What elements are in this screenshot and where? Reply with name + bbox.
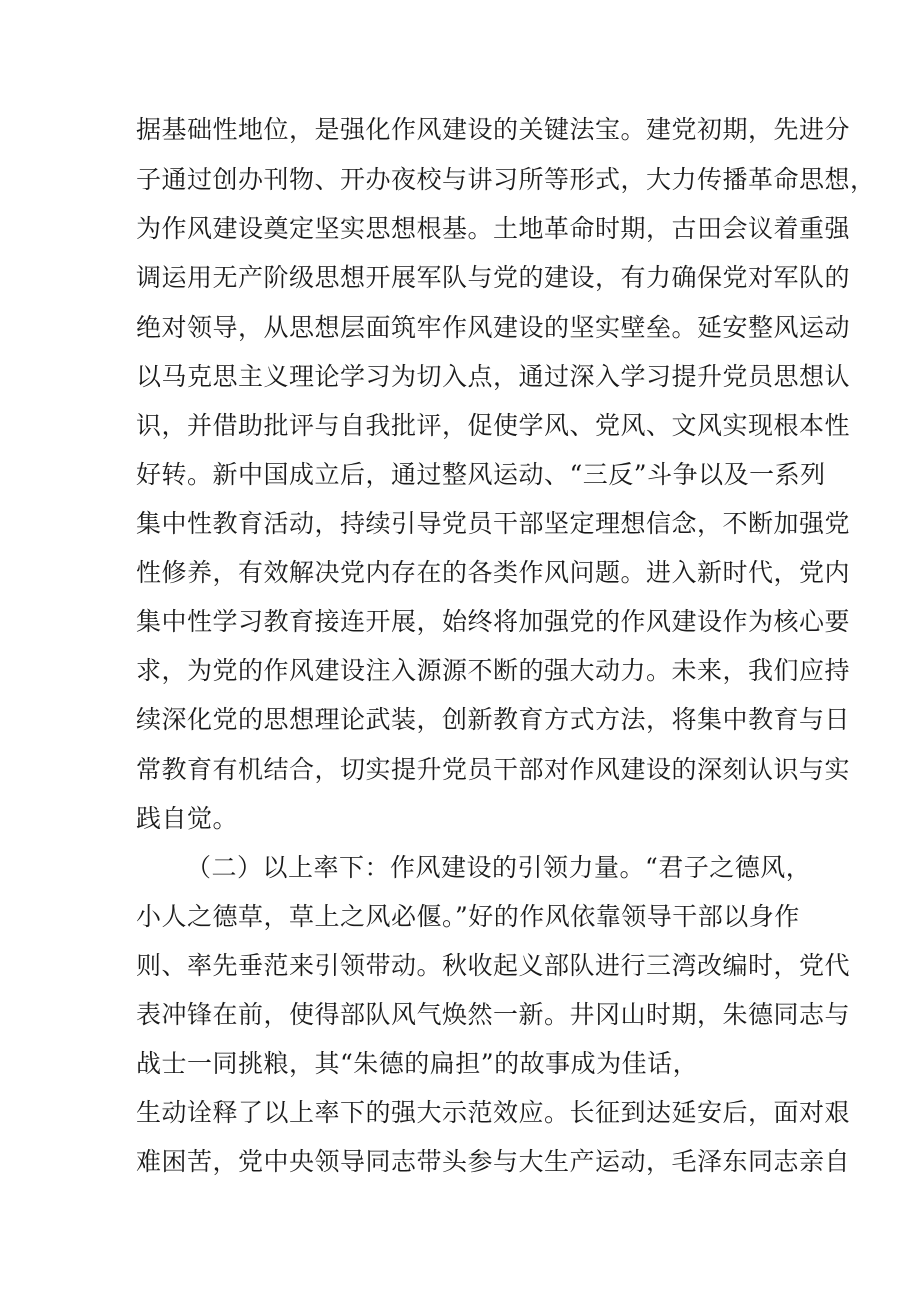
text-line: 践自觉。 — [136, 804, 239, 833]
text-line: 调运用无产阶级思想开展军队与党的建设，有力确保党对军队的 — [136, 263, 851, 292]
text-line: 绝对领导，从思想层面筑牢作风建设的坚实壁垒。延安整风运动 — [136, 313, 851, 342]
text-line: 好转。新中国成立后，通过整风运动、“三反”斗争以及一系列 — [136, 460, 826, 489]
text-line: 则、率先垂范来引领带动。秋收起义部队进行三湾改编时，党代 — [136, 951, 851, 980]
text-line: 识，并借助批评与自我批评，促使学风、党风、文风实现根本性 — [136, 411, 851, 440]
text-line: 续深化党的思想理论武装，创新教育方式方法，将集中教育与日 — [136, 705, 851, 734]
text-line: 战士一同挑粮，其“朱德的扁担”的故事成为佳话， — [136, 1049, 699, 1078]
text-line: 求，为党的作风建设注入源源不断的强大动力。未来，我们应持 — [136, 656, 851, 685]
text-line: 子通过创办刊物、开办夜校与讲习所等形式，大力传播革命思想， — [136, 165, 876, 194]
text-line: 为作风建设奠定坚实思想根基。土地革命时期，古田会议着重强 — [136, 214, 851, 243]
text-line: 以马克思主义理论学习为切入点，通过深入学习提升党员思想认 — [136, 362, 851, 391]
text-line: 生动诠释了以上率下的强大示范效应。长征到达延安后，面对艰 — [136, 1098, 851, 1127]
section-heading-line: （二）以上率下：作风建设的引领力量。“君子之德风， — [186, 853, 812, 882]
text-line: 集中性学习教育接连开展，始终将加强党的作风建设作为核心要 — [136, 607, 851, 636]
text-line: 难困苦，党中央领导同志带头参与大生产运动，毛泽东同志亲自 — [136, 1147, 851, 1176]
text-line: 表冲锋在前，使得部队风气焕然一新。井冈山时期，朱德同志与 — [136, 1000, 851, 1029]
text-line: 小人之德草，草上之风必偃。”好的作风依靠领导干部以身作 — [136, 902, 800, 931]
text-line: 性修养，有效解决党内存在的各类作风问题。进入新时代，党内 — [136, 558, 851, 587]
text-line: 据基础性地位，是强化作风建设的关键法宝。建党初期，先进分 — [136, 115, 851, 144]
text-line: 集中性教育活动，持续引导党员干部坚定理想信念，不断加强党 — [136, 509, 851, 538]
text-line: 常教育有机结合，切实提升党员干部对作风建设的深刻认识与实 — [136, 755, 851, 784]
